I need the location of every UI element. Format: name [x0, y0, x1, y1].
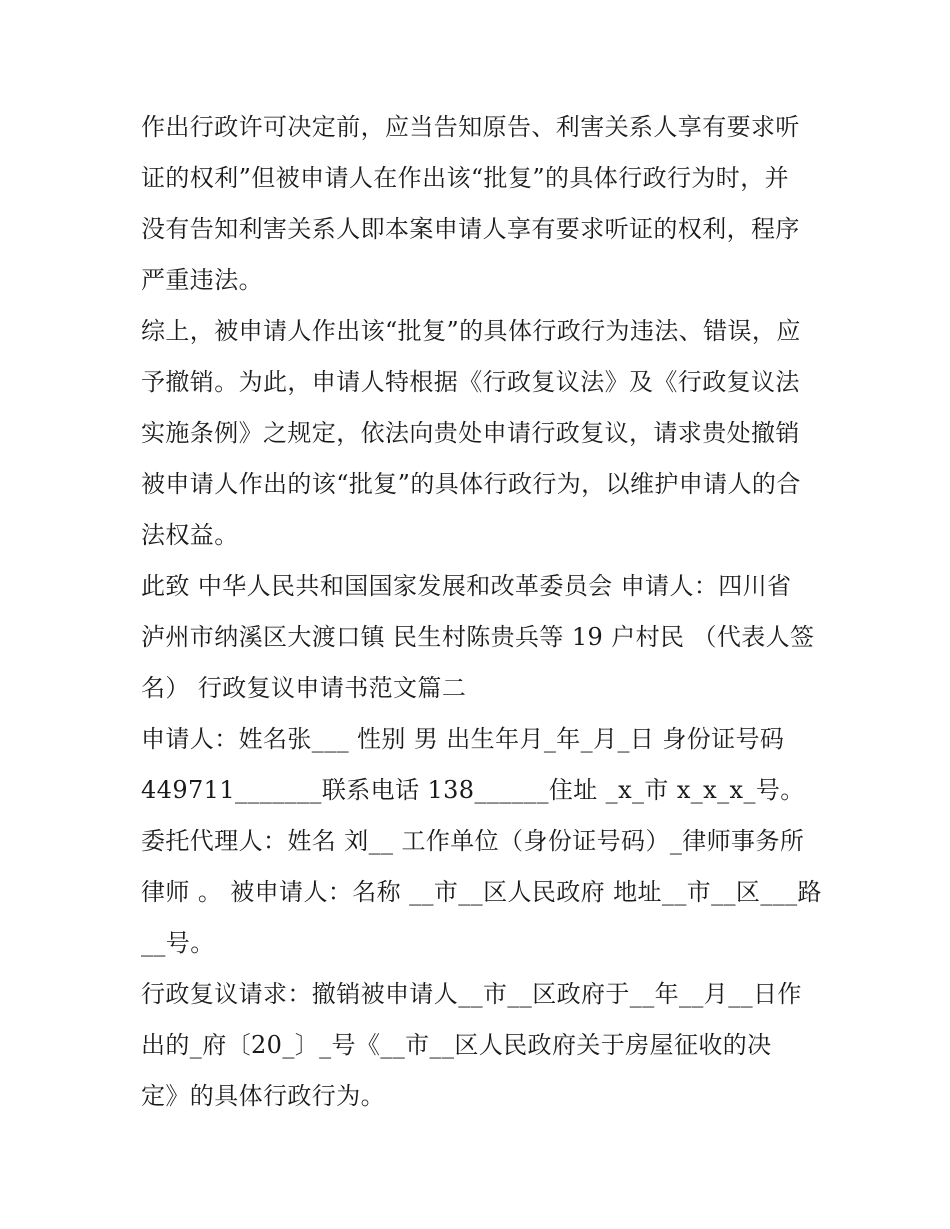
text-line: 法权益。 — [141, 521, 239, 549]
text-line: 出的_府〔20_〕_号《__市__区人民政府关于房屋征收的决 — [141, 1031, 772, 1059]
text-line: 行政复议请求：撤销被申请人__市__区政府于__年__月__日作 — [141, 980, 802, 1008]
text-line: 泸州市纳溪区大渡口镇 民生村陈贵兵等 19 户村民 （代表人签 — [141, 623, 815, 651]
text-line: 律师 。 被申请人：名称 __市__区人民政府 地址__市__区___路 — [141, 878, 822, 906]
text-line: 449711_______联系电话 138______住址 _x_市 x_x_x_号。 — [141, 776, 805, 804]
text-line: 被申请人作出的该“批复”的具体行政行为，以维护申请人的合 — [141, 470, 801, 498]
text-line: 委托代理人：姓名 刘__ 工作单位（身份证号码）_律师事务所 — [141, 827, 805, 855]
text-line: 没有告知利害关系人即本案申请人享有要求听证的权利，程序 — [141, 215, 800, 243]
text-line: 此致 中华人民共和国国家发展和改革委员会 申请人：四川省 — [141, 572, 792, 600]
document-body — [141, 102, 822, 1122]
text-line: 综上，被申请人作出该“批复”的具体行政行为违法、错误，应 — [141, 317, 801, 345]
text-line: 作出行政许可决定前，应当告知原告、利害关系人享有要求听 — [141, 113, 800, 141]
text-line: 申请人：姓名张___ 性别 男 出生年月_年_月_日 身份证号码 — [141, 725, 785, 753]
text-line: 定》的具体行政行为。 — [141, 1082, 385, 1110]
text-line: __号。 — [141, 929, 215, 957]
text-line: 严重违法。 — [141, 266, 263, 294]
text-line: 证的权利”但被申请人在作出该“批复”的具体行政行为时，并 — [141, 164, 790, 192]
text-line: 名） 行政复议申请书范文篇二 — [141, 674, 467, 702]
text-line: 实施条例》之规定，依法向贵处申请行政复议，请求贵处撤销 — [141, 419, 800, 447]
text-line: 予撤销。为此，申请人特根据《行政复议法》及《行政复议法 — [141, 368, 800, 396]
